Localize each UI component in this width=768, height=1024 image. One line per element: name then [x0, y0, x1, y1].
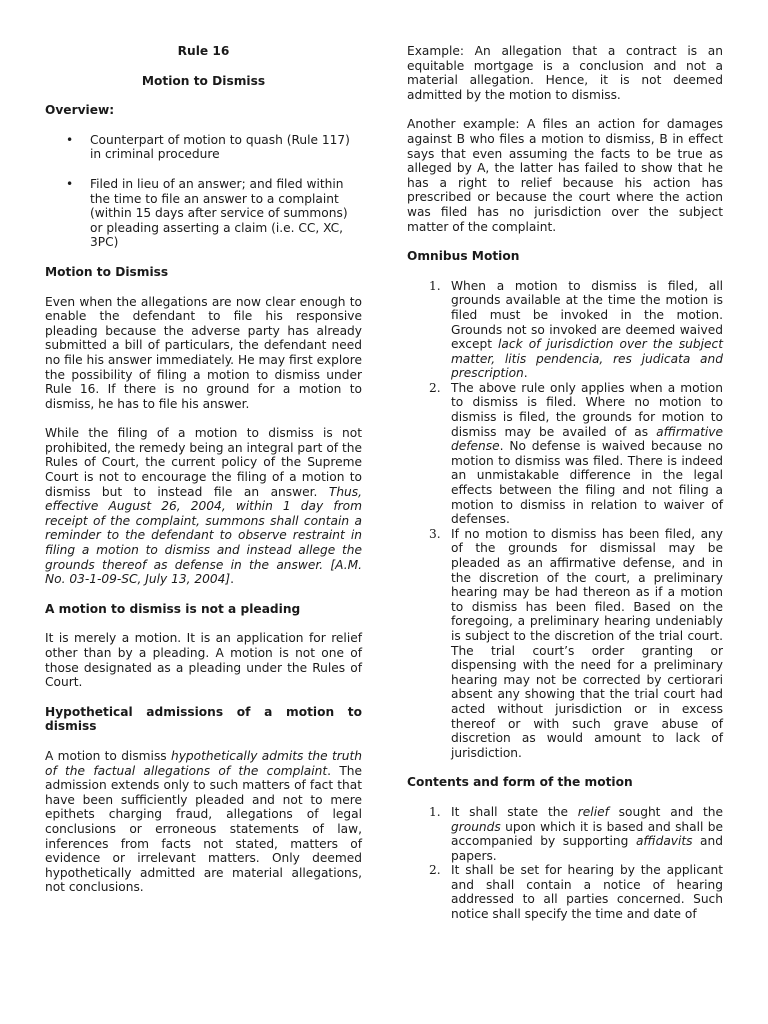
list-item-text: Counterpart of motion to quash (Rule 117) in criminal procedure: [90, 132, 350, 162]
bullet-icon: •: [66, 176, 74, 191]
list-item: [407, 527, 723, 761]
paragraph: Another example: A files an action for damages against B who files a motion to dismiss, B in effect says that even assuming the facts to be true as alleged by A, the latter has failed to show that he has a right to relief because his action has prescribed or because the court where the action was filed has no jurisdiction over the subject matter of the complaint.: [407, 117, 723, 234]
text-span: sought and the: [608, 804, 723, 819]
text-span: . The admission extends only to such matters of fact that have been sufficiently pleaded and not to mere epithets charging fraud, allegations of legal conclusions or erroneous statements of law, inferences from facts not stated, matters of evidence or irrelevant matters. Only deemed hypothetically admitted are material allegations, not conclusions.: [45, 763, 362, 895]
list-number: 3.: [429, 526, 441, 541]
paragraph: [45, 749, 362, 895]
left-column: [45, 44, 362, 910]
text-span: When a motion to dismiss is filed, all grounds available at the time the motion is filed must be invoked in the motion. Grounds not so invoked are deemed waived except: [451, 278, 723, 352]
list-item: [45, 133, 362, 162]
italic-span: relief: [577, 804, 609, 819]
list-number: 2.: [429, 863, 441, 878]
list-item: [407, 381, 723, 527]
list-item: [407, 279, 723, 381]
list-item-text: Filed in lieu of an answer; and filed within the time to file an answer to a complaint (within 15 days after service of summons) or pleading asserting a claim (i.e. CC, XC, 3PC): [90, 176, 348, 250]
contents-form-heading: Contents and form of the motion: [407, 775, 633, 790]
italic-span: affidavits: [635, 834, 693, 849]
overview-heading: Overview:: [45, 103, 115, 118]
page-title: Motion to Dismiss: [141, 73, 266, 88]
paragraph: [45, 426, 362, 587]
rule-title: Rule 16: [177, 44, 230, 58]
omnibus-list: [407, 279, 723, 761]
italic-span: Thus, effective August 26, 2004, within 1 day from receipt of the complaint, summons shall contain a reminder to the defendant to observe restraint in filing a motion to dismiss and instead allege the grounds thereof as defense in the answer. [A.M. No. 03-1-09-SC, July 13, 2004]: [45, 484, 362, 587]
text-span: The above rule only applies when a motion to dismiss is filed. Where no motion to dismiss is filed, the grounds for motion to dismiss may be availed of as: [451, 380, 723, 439]
text-span: upon which it is based and shall be accompanied by supporting: [451, 819, 723, 849]
paragraph: It is merely a motion. It is an application for relief other than by a pleading. A motion is not one of those designated as a pleading under the Rules of Court.: [45, 631, 362, 690]
hypothetical-admissions-heading: Hypothetical admissions of a motion to dismiss: [45, 704, 362, 734]
text-span: It shall state the: [451, 804, 578, 819]
list-item: [45, 177, 362, 250]
motion-to-dismiss-heading: Motion to Dismiss: [45, 264, 169, 279]
text-span: It shall be set for hearing by the applicant and shall contain a notice of hearing addressed to all parties concerned. Such notice shall specify the time and date of: [451, 863, 723, 922]
italic-span: affirmative defense: [451, 424, 723, 454]
text-span: and papers.: [451, 834, 723, 863]
list-number: 1.: [429, 804, 441, 819]
text-span: While the filing of a motion to dismiss is not prohibited, the remedy being an integral part of the Rules of Court, the current policy of the Supreme Court is not to encourage the filing of a motion to dismiss but to instead file an answer.: [45, 426, 362, 499]
italic-span: grounds: [451, 819, 501, 834]
text-span: A motion to dismiss: [45, 748, 171, 763]
list-item: [407, 805, 723, 863]
list-number: 2.: [429, 380, 441, 395]
bullet-icon: •: [66, 132, 74, 147]
text-span: .: [523, 366, 528, 381]
not-pleading-heading: A motion to dismiss is not a pleading: [45, 601, 301, 616]
italic-span: hypothetically admits the truth of the factual allegations of the complaint: [45, 748, 362, 778]
list-item: [407, 863, 723, 921]
paragraph: Even when the allegations are now clear enough to enable the defendant to file his responsive pleading because the adverse party has already submitted a bill of particulars, the defendant need no file his answer immediately. He may first explore the possibility of filing a motion to dismiss under Rule 16. If there is no ground for a motion to dismiss, he has to file his answer.: [45, 294, 362, 411]
contents-list: [407, 805, 723, 922]
list-number: 1.: [429, 278, 441, 293]
overview-list: [45, 133, 362, 250]
text-span: .: [230, 572, 234, 587]
paragraph: Example: An allegation that a contract is an equitable mortgage is a conclusion and not a material allegation. Hence, it is not deemed admitted by the motion to dismiss.: [407, 44, 723, 102]
text-span: . No defense is waived because no motion to dismiss was filed. There is indeed an unmistakable difference in the legal effects between the filing and not filing a motion to dismiss in relation to waiver of defenses.: [451, 439, 723, 527]
text-span: If no motion to dismiss has been filed, any of the grounds for dismissal may be pleaded as an affirmative defense, and in the discretion of the court, a preliminary hearing may be had thereon as if a motion to dismiss has been filed. Based on the foregoing, a preliminary hearing undeniably is subject to the discretion of the trial court. The trial court’s order granting or dispensing with the need for a preliminary hearing may not be corrected by certiorari absent any showing that the trial court had acted without jurisdiction or in excess thereof or with such grave abuse of discretion as would amount to lack of jurisdiction.: [451, 526, 723, 760]
italic-span: lack of jurisdiction over the subject matter, litis pendencia, res judicata and prescription: [451, 337, 724, 381]
omnibus-motion-heading: Omnibus Motion: [407, 249, 520, 264]
right-column: [407, 44, 723, 937]
